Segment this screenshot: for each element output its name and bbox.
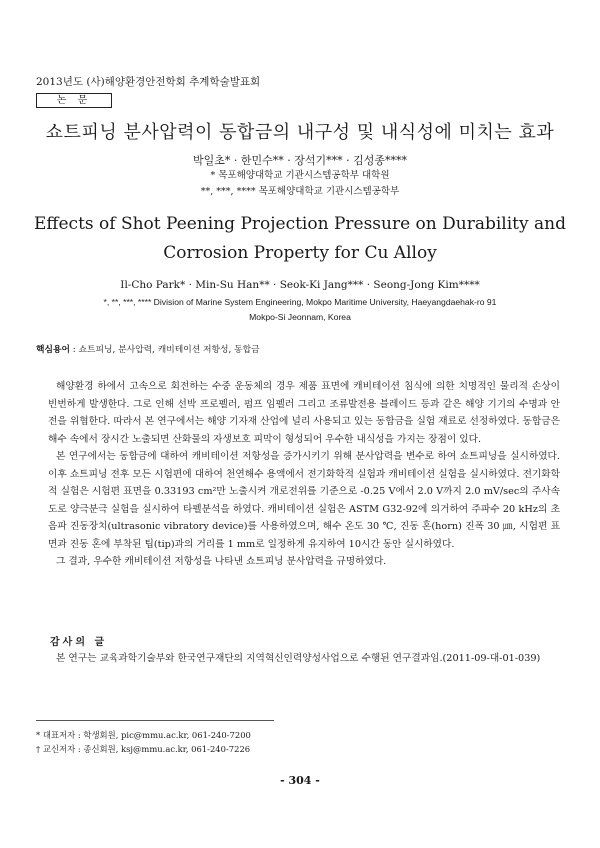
paragraph: 그 결과, 우수한 캐비테이션 저항성을 나타낸 쇼트피닝 분사압력을 규명하였다. [56,556,387,567]
keywords [36,342,260,355]
affiliation-english-2: Mokpo-Si Jeonnam, Korea [249,312,351,322]
acknowledgement-body [48,650,560,668]
acknowledgement-heading: 감사의 글 [50,637,108,648]
acknowledgement-text: 본 연구는 교육과학기술부와 한국연구재단의 지역혁신인력양성사업으로 수행된 연구결과임.(2011-09-대-01-039) [56,653,541,664]
title-english-line-2: Corrosion Property for Cu Alloy [163,243,437,263]
authors-english: Il-Cho Park* · Min-Su Han** · Seok-Ki Jang*** · Seong-Jong Kim**** [120,279,480,291]
footnote-divider [36,720,274,721]
authors-korean: 박일초* · 한민수** · 장석기*** · 김성종**** [193,154,407,167]
keywords-label: 핵심용어 [36,345,70,355]
title-korean: 쇼트피닝 분사압력이 동합금의 내구성 및 내식성에 미치는 효과 [45,122,555,143]
page-number: - 304 - [280,774,320,787]
footnote-lead-author: * 대표저자 : 학생회원, pic@mmu.ac.kr, 061-240-7200 [36,730,251,740]
paragraph: 해양환경 하에서 고속으로 회전하는 수중 운동체의 경우 제품 표면에 캐비테이션 침식에 의한 치명적인 물리적 손상이 빈번하게 발생한다. 그로 인해 선박 프로펠러, 펌프 임펠러 그리고 조류발전용 블레이드 등과 같은 해양 기기의 수명과 안전을 위협한다. 따라서 본 연구에서는 해양 기자재 산업에 널리 사용되고 있는 동합금을 실험 재료로 선정하였다. 동합금은 해수 속에서 장시간 노출되면 산화물의 자생보호 피막이 형성되어 우수한 내식성을 가지는 장점이 있다. [48,381,560,445]
title-english-line-1: Effects of Shot Peening Projection Pressure on Durability and [34,214,566,234]
paper-type-badge: 논 문 [36,93,112,108]
paragraph: 본 연구에서는 동합금에 대하여 캐비테이션 저항성을 증가시키기 위해 분사압력을 변수로 하여 쇼트피닝을 실시하였다. 이후 쇼트피닝 전후 모든 시험편에 대하여 천연해수 용액에서 전기화학적 실험과 캐비테이션 실험을 실시하였다. 전기화학적 실험은 시험편 표면을 0.33193 cm²만 노출시켜 개로전위를 기준으로 -0.25 V에서 2.0 V까지 2.0 mV/sec의 주사속도로 양극분극 실험을 실시하여 타펠분석을 하였다. 캐비테이션 실험은 ASTM G32-92에 의거하여 주파수 20 kHz의 초음파 진동장치(ultrasonic vibratory device)를 사용하였으며, 해수 온도 30 ℃, 진동 혼(horn) 진폭 30 ㎛, 시험편 표면과 진동 혼에 부착된 팁(tip)과의 거리를 1 mm로 일정하게 유지하여 10시간 동안 실시하였다. [48,451,560,550]
affiliation-korean-2: **, ***, **** 목포해양대학교 기관시스템공학부 [200,186,400,197]
footnote-corresponding-author: † 교신저자 : 종신회원, ksj@mmu.ac.kr, 061-240-7226 [36,744,251,754]
abstract-body [48,378,560,571]
affiliation-korean-1: * 목포해양대학교 기관시스템공학부 대학원 [210,170,390,181]
keywords-list: : 쇼트피닝, 분사압력, 캐비테이션 저항성, 동합금 [70,345,260,355]
affiliation-english-1: *, **, ***, **** Division of Marine System Engineering, Mokpo Maritime University, Haeyangdaehak-ro 91 [103,297,497,307]
conference-name: 2013년도 (사)해양환경안전학회 추계학술발표회 [36,76,261,88]
